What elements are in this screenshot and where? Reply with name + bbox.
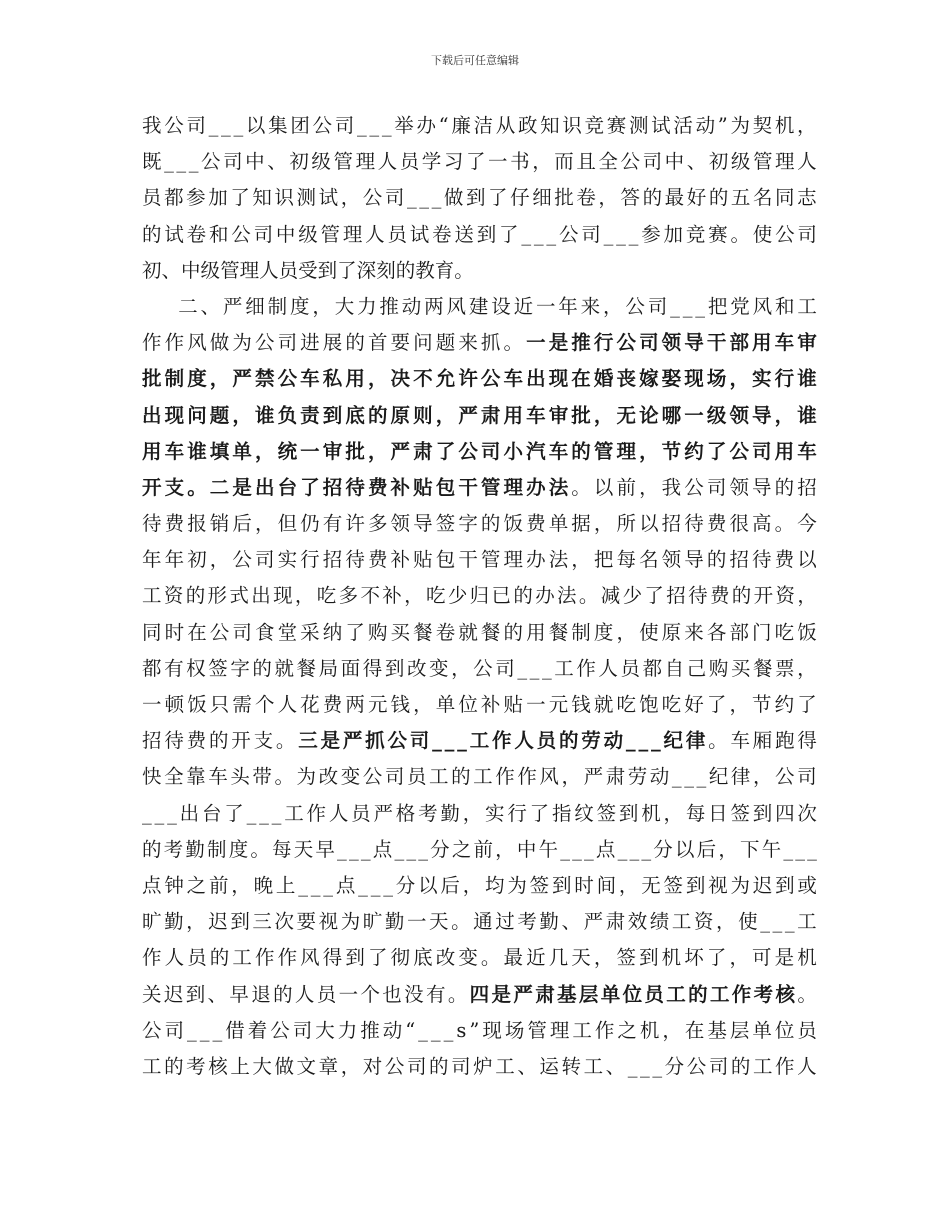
text-line: 我 公 司 _ _ _ 以 集 团 公 司 _ _ _ 举 办 “ 廉 洁 从 政 知 识 竞 赛 测 试 活 动 ” 为 契 机 ，	[142, 114, 817, 137]
text-line: 公 司 _ _ _ 借 着 公 司 大 力 推 动 “ _ _ _ s ” 现 场 管 理 工 作 之 机 ， 在 基 层 单 位 员	[142, 1018, 817, 1042]
text-line: 年 年 初 ， 公 司 实 行 招 待 费 补 贴 包 干 管 理 办 法 ， 把 每 名 领 导 的 招 待 费 以	[142, 548, 817, 572]
text-line: 作 作 风 做 为 公 司 进 展 的 首 要 问 题 来 抓 。 一 是 推 行 公 司 领 导 干 部 用 车 审	[142, 331, 817, 355]
text-line: 一 顿 饭 只 需 个 人 花 费 两 元 钱 ， 单 位 补 贴 一 元 钱 就 吃 饱 吃 好 了 ， 节 约 了	[142, 693, 817, 716]
text-line: 批 制 度 ， 严 禁 公 车 私 用 ， 决 不 允 许 公 车 出 现 在 婚 丧 嫁 娶 现 场 ， 实 行 谁	[142, 367, 817, 391]
text-line: 用 车 谁 填 单 ， 统 一 审 批 ， 严 肃 了 公 司 小 汽 车 的 管 理 ， 节 约 了 公 司 用 车	[142, 439, 817, 463]
text-line: 快 全 靠 车 头 带 。 为 改 变 公 司 员 工 的 工 作 作 风 ， 严 肃 劳 动 _ _ _ 纪 律 ， 公 司	[142, 765, 817, 789]
text-line: 招 待 费 的 开 支 。 三 是 严 抓 公 司 _ _ _ 工 作 人 员 的 劳 动 _ _ _ 纪 律 。 车 厢 跑 得	[142, 729, 817, 753]
text-line: 出 现 问 题 ， 谁 负 责 到 底 的 原 则 ， 严 肃 用 车 审 批 ， 无 论 哪 一 级 领 导 ， 谁	[142, 403, 817, 427]
text-line: 作 人 员 的 工 作 作 风 得 到 了 彻 底 改 变 。 最 近 几 天 ， 签 到 机 坏 了 ， 可 是 机	[142, 946, 817, 970]
text-line: 待 费 报 销 后 ， 但 仍 有 许 多 领 导 签 字 的 饭 费 单 据 ， 所 以 招 待 费 很 高 。 今	[142, 512, 817, 536]
text-line: 的 试 卷 和 公 司 中 级 管 理 人 员 试 卷 送 到 了 _ _ _ 公 司 _ _ _ 参 加 竞 赛 。 使 公 司	[142, 222, 817, 246]
text-line: 初 、 中 级 管 理 人 员 受 到 了 深 刻 的 教 育 。	[142, 258, 474, 282]
text-line: 关 迟 到 、 早 退 的 人 员 一 个 也 没 有 。 四 是 严 肃 基 层 单 位 员 工 的 工 作 考 核 。	[142, 982, 817, 1006]
text-line: 既 _ _ _ 公 司 中 、 初 级 管 理 人 员 学 习 了 一 书 ， 而 且 全 公 司 中 、 初 级 管 理 人	[142, 150, 817, 174]
text-line: 工 的 考 核 上 大 做 文 章 ， 对 公 司 的 司 炉 工 、 运 转 工 、 _ _ _ 分 公 司 的 工 作 人	[142, 1054, 817, 1078]
text-line: 点 钟 之 前 ， 晚 上 _ _ _ 点 _ _ _ 分 以 后 ， 均 为 签 到 时 间 ， 无 签 到 视 为 迟 到 或	[142, 873, 817, 897]
text-line: 工 资 的 形 式 出 现 ， 吃 多 不 补 ， 吃 少 归 已 的 办 法 。 减 少 了 招 待 费 的 开 资 ，	[142, 584, 817, 608]
text-line: 的 考 勤 制 度 。 每 天 早 _ _ _ 点 _ _ _ 分 之 前 ， 中 午 _ _ _ 点 _ _ _ 分 以 后 ， 下 午 _ _ _	[142, 837, 817, 861]
text-line: 同 时 在 公 司 食 堂 采 纳 了 购 买 餐 卷 就 餐 的 用 餐 制 度 ， 使 原 来 各 部 门 吃 饭	[142, 620, 817, 644]
document-body	[142, 108, 817, 1085]
text-line: 都 有 权 签 字 的 就 餐 局 面 得 到 改 变 ， 公 司 _ _ _ 工 作 人 员 都 自 己 购 买 餐 票 ，	[142, 656, 817, 680]
text-line: 二 、 严 细 制 度 ， 大 力 推 动 两 风 建 设 近 一 年 来 ， 公 司 _ _ _ 把 党 风 和 工	[178, 294, 817, 318]
text-line: 旷 勤 ， 迟 到 三 次 要 视 为 旷 勤 一 天 。 通 过 考 勤 、 严 肃 效 绩 工 资 ， 使 _ _ _ 工	[142, 910, 817, 934]
text-line: _ _ _ 出 台 了 _ _ _ 工 作 人 员 严 格 考 勤 ， 实 行 了 指 纹 签 到 机 ， 每 日 签 到 四 次	[142, 801, 817, 825]
text-line: 员 都 参 加 了 知 识 测 试 ， 公 司 _ _ _ 做 到 了 仔 细 批 卷 ， 答 的 最 好 的 五 名 同 志	[142, 186, 817, 210]
page-header: 下载后可任意编辑	[431, 54, 519, 67]
text-line: 开 支 。 二 是 出 台 了 招 待 费 补 贴 包 干 管 理 办 法 。 以 前 ， 我 公 司 领 导 的 招	[142, 475, 817, 499]
